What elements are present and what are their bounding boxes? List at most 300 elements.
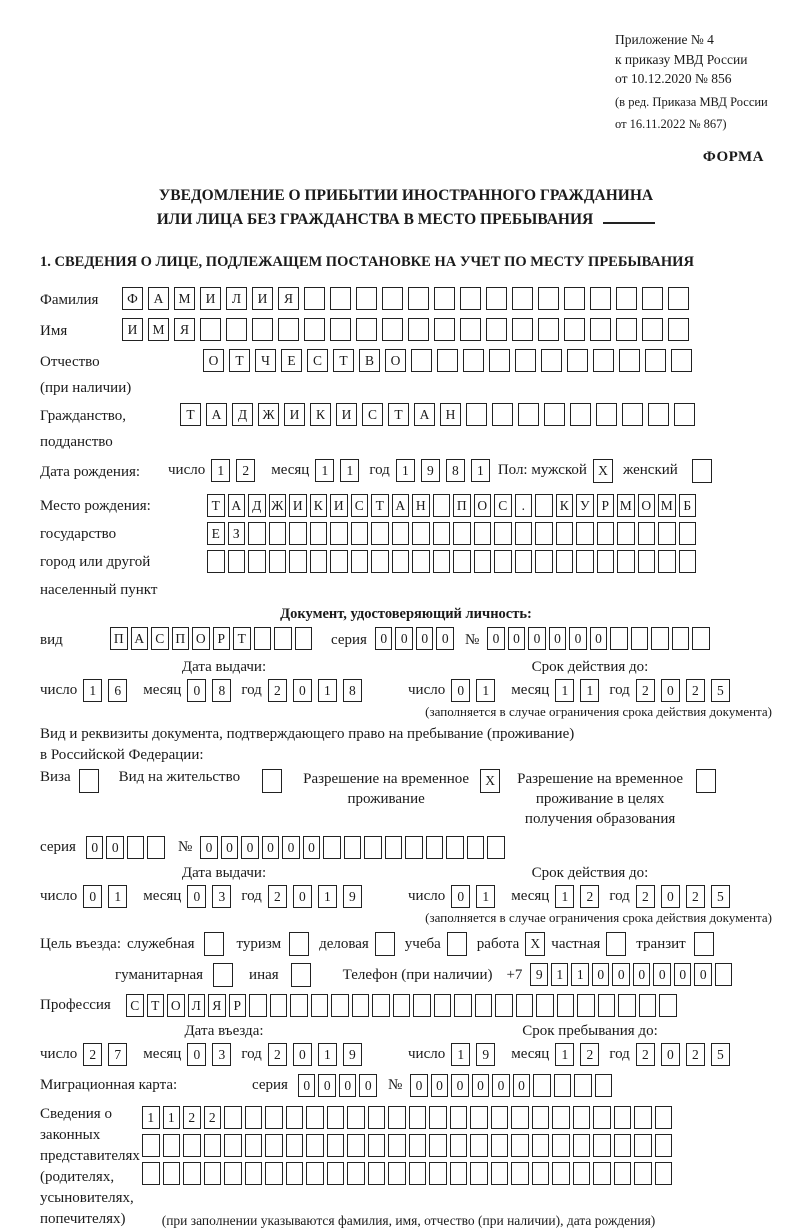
form-cell[interactable]: Е (207, 522, 225, 545)
form-cell[interactable] (532, 1134, 550, 1157)
form-cell[interactable]: 0 (359, 1074, 377, 1097)
form-cell[interactable] (450, 1162, 468, 1185)
form-cell[interactable]: X (525, 932, 545, 956)
form-cell[interactable] (597, 550, 615, 573)
form-cell[interactable]: 0 (612, 963, 630, 986)
form-cell[interactable] (411, 349, 432, 372)
form-cell[interactable] (593, 1106, 611, 1129)
form-cell[interactable] (511, 1162, 529, 1185)
form-cell[interactable]: 0 (410, 1074, 428, 1097)
form-cell[interactable]: 0 (633, 963, 651, 986)
form-cell[interactable] (486, 318, 507, 341)
form-cell[interactable]: Б (679, 494, 697, 517)
form-cell[interactable] (668, 287, 689, 310)
form-cell[interactable] (412, 522, 430, 545)
form-cell[interactable]: 0 (86, 836, 104, 859)
form-cell[interactable]: 8 (212, 679, 231, 702)
form-cell[interactable]: Т (371, 494, 389, 517)
form-cell[interactable] (447, 932, 467, 956)
form-cell[interactable]: С (351, 494, 369, 517)
form-cell[interactable] (598, 994, 616, 1017)
form-cell[interactable] (437, 349, 458, 372)
form-cell[interactable] (694, 932, 714, 956)
form-cell[interactable] (538, 318, 559, 341)
form-cell[interactable]: 2 (236, 459, 255, 482)
form-cell[interactable] (516, 994, 534, 1017)
form-cell[interactable]: К (310, 403, 331, 426)
form-cell[interactable]: 0 (282, 836, 300, 859)
form-cell[interactable]: П (453, 494, 471, 517)
form-cell[interactable]: 5 (711, 885, 730, 908)
form-cell[interactable] (306, 1106, 324, 1129)
form-cell[interactable]: 2 (183, 1106, 201, 1129)
form-cell[interactable] (679, 550, 697, 573)
form-cell[interactable] (248, 522, 266, 545)
form-cell[interactable] (226, 318, 247, 341)
form-cell[interactable] (536, 994, 554, 1017)
form-cell[interactable]: М (658, 494, 676, 517)
form-cell[interactable] (631, 627, 649, 650)
form-cell[interactable] (674, 403, 695, 426)
form-cell[interactable]: К (556, 494, 574, 517)
form-cell[interactable]: 0 (549, 627, 567, 650)
form-cell[interactable]: 0 (221, 836, 239, 859)
form-cell[interactable] (409, 1106, 427, 1129)
form-cell[interactable]: 0 (241, 836, 259, 859)
form-cell[interactable] (327, 1162, 345, 1185)
form-cell[interactable] (453, 522, 471, 545)
form-cell[interactable] (535, 494, 553, 517)
form-cell[interactable]: Ж (258, 403, 279, 426)
form-cell[interactable]: 1 (108, 885, 127, 908)
form-cell[interactable] (295, 627, 313, 650)
form-cell[interactable]: О (192, 627, 210, 650)
form-cell[interactable]: 0 (375, 627, 393, 650)
form-cell[interactable]: В (359, 349, 380, 372)
form-cell[interactable] (671, 349, 692, 372)
form-cell[interactable] (515, 349, 536, 372)
form-cell[interactable] (460, 318, 481, 341)
form-cell[interactable]: 8 (343, 679, 362, 702)
form-cell[interactable]: У (576, 494, 594, 517)
form-cell[interactable] (306, 1134, 324, 1157)
form-cell[interactable]: 1 (318, 1043, 337, 1066)
form-cell[interactable] (434, 287, 455, 310)
form-cell[interactable] (382, 318, 403, 341)
form-cell[interactable] (290, 994, 308, 1017)
form-cell[interactable] (351, 522, 369, 545)
form-cell[interactable] (351, 550, 369, 573)
form-cell[interactable]: И (289, 494, 307, 517)
form-cell[interactable]: 2 (686, 885, 705, 908)
form-cell[interactable]: 0 (187, 1043, 206, 1066)
form-cell[interactable] (433, 550, 451, 573)
form-cell[interactable] (595, 1074, 613, 1097)
form-cell[interactable] (567, 349, 588, 372)
form-cell[interactable]: 0 (528, 627, 546, 650)
form-cell[interactable] (564, 318, 585, 341)
form-cell[interactable]: А (414, 403, 435, 426)
form-cell[interactable] (368, 1106, 386, 1129)
form-cell[interactable]: 1 (315, 459, 334, 482)
form-cell[interactable] (593, 1134, 611, 1157)
form-cell[interactable] (347, 1134, 365, 1157)
form-cell[interactable] (489, 349, 510, 372)
form-cell[interactable] (614, 1162, 632, 1185)
form-cell[interactable]: О (203, 349, 224, 372)
form-cell[interactable] (597, 522, 615, 545)
form-cell[interactable] (672, 627, 690, 650)
form-cell[interactable] (344, 836, 362, 859)
form-cell[interactable] (532, 1106, 550, 1129)
form-cell[interactable]: 0 (653, 963, 671, 986)
form-cell[interactable] (535, 550, 553, 573)
form-cell[interactable] (183, 1134, 201, 1157)
form-cell[interactable]: 1 (555, 1043, 574, 1066)
form-cell[interactable] (323, 836, 341, 859)
form-cell[interactable] (616, 318, 637, 341)
form-cell[interactable]: 8 (446, 459, 465, 482)
form-cell[interactable]: П (110, 627, 128, 650)
form-cell[interactable]: Р (597, 494, 615, 517)
form-cell[interactable] (245, 1162, 263, 1185)
form-cell[interactable] (616, 287, 637, 310)
form-cell[interactable]: 3 (212, 1043, 231, 1066)
form-cell[interactable]: 1 (476, 679, 495, 702)
form-cell[interactable]: 9 (343, 1043, 362, 1066)
form-cell[interactable] (368, 1162, 386, 1185)
form-cell[interactable] (651, 627, 669, 650)
form-cell[interactable]: П (172, 627, 190, 650)
form-cell[interactable] (289, 550, 307, 573)
form-cell[interactable] (668, 318, 689, 341)
form-cell[interactable] (658, 522, 676, 545)
form-cell[interactable] (254, 627, 272, 650)
form-cell[interactable] (696, 769, 716, 793)
form-cell[interactable] (310, 550, 328, 573)
form-cell[interactable] (692, 459, 712, 483)
form-cell[interactable] (532, 1162, 550, 1185)
form-cell[interactable] (617, 522, 635, 545)
form-cell[interactable]: 0 (262, 836, 280, 859)
form-cell[interactable] (642, 318, 663, 341)
form-cell[interactable]: 9 (421, 459, 440, 482)
form-cell[interactable]: А (206, 403, 227, 426)
form-cell[interactable] (475, 994, 493, 1017)
form-cell[interactable] (270, 994, 288, 1017)
form-cell[interactable] (614, 1106, 632, 1129)
form-cell[interactable] (385, 836, 403, 859)
form-cell[interactable] (634, 1162, 652, 1185)
form-cell[interactable]: Д (248, 494, 266, 517)
form-cell[interactable] (648, 403, 669, 426)
form-cell[interactable]: Р (213, 627, 231, 650)
form-cell[interactable] (142, 1162, 160, 1185)
form-cell[interactable]: 0 (590, 627, 608, 650)
form-cell[interactable]: 2 (268, 679, 287, 702)
form-cell[interactable]: 0 (339, 1074, 357, 1097)
form-cell[interactable]: 2 (686, 1043, 705, 1066)
form-cell[interactable] (433, 494, 451, 517)
form-cell[interactable]: 2 (204, 1106, 222, 1129)
form-cell[interactable] (645, 349, 666, 372)
form-cell[interactable] (491, 1162, 509, 1185)
form-cell[interactable]: 6 (108, 679, 127, 702)
form-cell[interactable] (224, 1106, 242, 1129)
form-cell[interactable] (213, 963, 233, 987)
form-cell[interactable]: 1 (555, 679, 574, 702)
form-cell[interactable]: X (593, 459, 613, 483)
form-cell[interactable] (372, 994, 390, 1017)
form-cell[interactable] (204, 1134, 222, 1157)
form-cell[interactable]: М (148, 318, 169, 341)
form-cell[interactable]: И (252, 287, 273, 310)
form-cell[interactable]: Т (207, 494, 225, 517)
form-cell[interactable]: 0 (293, 1043, 312, 1066)
form-cell[interactable]: 9 (343, 885, 362, 908)
form-cell[interactable]: О (385, 349, 406, 372)
form-cell[interactable] (388, 1134, 406, 1157)
form-cell[interactable] (347, 1162, 365, 1185)
form-cell[interactable]: 1 (551, 963, 569, 986)
form-cell[interactable] (556, 550, 574, 573)
form-cell[interactable] (655, 1162, 673, 1185)
form-cell[interactable] (634, 1106, 652, 1129)
form-cell[interactable] (460, 287, 481, 310)
form-cell[interactable]: 1 (571, 963, 589, 986)
form-cell[interactable]: Я (208, 994, 226, 1017)
form-cell[interactable] (512, 318, 533, 341)
form-cell[interactable] (408, 318, 429, 341)
form-cell[interactable] (356, 318, 377, 341)
form-cell[interactable] (224, 1134, 242, 1157)
form-cell[interactable]: Ф (122, 287, 143, 310)
form-cell[interactable] (426, 836, 444, 859)
form-cell[interactable] (450, 1106, 468, 1129)
form-cell[interactable]: 2 (636, 679, 655, 702)
form-cell[interactable]: 9 (476, 1043, 495, 1066)
form-cell[interactable]: А (131, 627, 149, 650)
form-cell[interactable] (494, 550, 512, 573)
form-cell[interactable] (658, 550, 676, 573)
form-cell[interactable] (606, 932, 626, 956)
form-cell[interactable]: Ж (269, 494, 287, 517)
form-cell[interactable] (573, 1162, 591, 1185)
form-cell[interactable] (642, 287, 663, 310)
form-cell[interactable] (617, 550, 635, 573)
form-cell[interactable] (538, 287, 559, 310)
form-cell[interactable] (429, 1134, 447, 1157)
form-cell[interactable] (327, 1106, 345, 1129)
form-cell[interactable] (252, 318, 273, 341)
form-cell[interactable]: 1 (340, 459, 359, 482)
form-cell[interactable]: К (310, 494, 328, 517)
form-cell[interactable] (463, 349, 484, 372)
form-cell[interactable] (590, 287, 611, 310)
form-cell[interactable]: 1 (396, 459, 415, 482)
form-cell[interactable] (311, 994, 329, 1017)
form-cell[interactable] (392, 550, 410, 573)
form-cell[interactable]: 2 (83, 1043, 102, 1066)
form-cell[interactable] (434, 994, 452, 1017)
form-cell[interactable] (289, 932, 309, 956)
form-cell[interactable]: 0 (106, 836, 124, 859)
form-cell[interactable] (593, 1162, 611, 1185)
form-cell[interactable] (265, 1162, 283, 1185)
form-cell[interactable] (511, 1106, 529, 1129)
form-cell[interactable] (245, 1106, 263, 1129)
form-cell[interactable] (515, 522, 533, 545)
form-cell[interactable] (228, 550, 246, 573)
form-cell[interactable] (304, 318, 325, 341)
form-cell[interactable]: 7 (108, 1043, 127, 1066)
form-cell[interactable] (446, 836, 464, 859)
form-cell[interactable]: 0 (187, 885, 206, 908)
form-cell[interactable] (286, 1162, 304, 1185)
form-cell[interactable] (183, 1162, 201, 1185)
form-cell[interactable]: 2 (268, 1043, 287, 1066)
form-cell[interactable] (413, 994, 431, 1017)
form-cell[interactable] (622, 403, 643, 426)
form-cell[interactable]: А (148, 287, 169, 310)
form-cell[interactable] (574, 1074, 592, 1097)
form-cell[interactable]: 1 (83, 679, 102, 702)
form-cell[interactable]: Т (147, 994, 165, 1017)
form-cell[interactable]: И (200, 287, 221, 310)
form-cell[interactable] (494, 522, 512, 545)
form-cell[interactable]: 2 (268, 885, 287, 908)
form-cell[interactable]: 2 (580, 885, 599, 908)
form-cell[interactable] (429, 1162, 447, 1185)
form-cell[interactable] (304, 287, 325, 310)
form-cell[interactable]: 0 (569, 627, 587, 650)
form-cell[interactable]: 0 (492, 1074, 510, 1097)
form-cell[interactable] (467, 836, 485, 859)
form-cell[interactable]: 5 (711, 1043, 730, 1066)
form-cell[interactable] (147, 836, 165, 859)
form-cell[interactable]: 0 (200, 836, 218, 859)
form-cell[interactable] (576, 550, 594, 573)
form-cell[interactable]: 0 (487, 627, 505, 650)
form-cell[interactable]: 0 (187, 679, 206, 702)
form-cell[interactable] (454, 994, 472, 1017)
form-cell[interactable]: 9 (530, 963, 548, 986)
form-cell[interactable] (618, 994, 636, 1017)
form-cell[interactable]: И (330, 494, 348, 517)
form-cell[interactable] (515, 550, 533, 573)
form-cell[interactable] (408, 287, 429, 310)
form-cell[interactable]: Т (180, 403, 201, 426)
form-cell[interactable] (409, 1134, 427, 1157)
form-cell[interactable]: 0 (592, 963, 610, 986)
form-cell[interactable]: 1 (142, 1106, 160, 1129)
form-cell[interactable] (286, 1106, 304, 1129)
form-cell[interactable]: Л (188, 994, 206, 1017)
form-cell[interactable] (368, 1134, 386, 1157)
form-cell[interactable] (470, 1162, 488, 1185)
form-cell[interactable]: 0 (661, 885, 680, 908)
form-cell[interactable] (492, 403, 513, 426)
form-cell[interactable] (412, 550, 430, 573)
form-cell[interactable] (291, 963, 311, 987)
form-cell[interactable]: О (167, 994, 185, 1017)
form-cell[interactable]: О (638, 494, 656, 517)
form-cell[interactable] (429, 1106, 447, 1129)
form-cell[interactable] (518, 403, 539, 426)
form-cell[interactable]: 1 (476, 885, 495, 908)
form-cell[interactable] (659, 994, 677, 1017)
form-cell[interactable]: Н (412, 494, 430, 517)
form-cell[interactable]: Т (229, 349, 250, 372)
form-cell[interactable]: 0 (661, 679, 680, 702)
form-cell[interactable] (269, 522, 287, 545)
form-cell[interactable] (596, 403, 617, 426)
form-cell[interactable] (474, 522, 492, 545)
form-cell[interactable] (265, 1106, 283, 1129)
form-cell[interactable]: С (126, 994, 144, 1017)
form-cell[interactable] (371, 522, 389, 545)
form-cell[interactable] (541, 349, 562, 372)
form-cell[interactable] (331, 994, 349, 1017)
form-cell[interactable]: Ч (255, 349, 276, 372)
form-cell[interactable] (544, 403, 565, 426)
form-cell[interactable] (655, 1106, 673, 1129)
form-cell[interactable] (470, 1106, 488, 1129)
form-cell[interactable]: 0 (298, 1074, 316, 1097)
form-cell[interactable]: С (307, 349, 328, 372)
form-cell[interactable]: 2 (580, 1043, 599, 1066)
form-cell[interactable] (692, 627, 710, 650)
form-cell[interactable] (306, 1162, 324, 1185)
form-cell[interactable] (393, 994, 411, 1017)
form-cell[interactable] (450, 1134, 468, 1157)
form-cell[interactable]: 1 (318, 885, 337, 908)
form-cell[interactable]: 1 (318, 679, 337, 702)
form-cell[interactable] (474, 550, 492, 573)
form-cell[interactable] (434, 318, 455, 341)
form-cell[interactable]: 0 (395, 627, 413, 650)
form-cell[interactable]: И (336, 403, 357, 426)
form-cell[interactable]: 0 (451, 1074, 469, 1097)
form-cell[interactable] (224, 1162, 242, 1185)
form-cell[interactable] (533, 1074, 551, 1097)
form-cell[interactable]: 0 (83, 885, 102, 908)
form-cell[interactable] (554, 1074, 572, 1097)
form-cell[interactable] (638, 522, 656, 545)
form-cell[interactable] (286, 1134, 304, 1157)
form-cell[interactable]: X (480, 769, 500, 793)
form-cell[interactable] (638, 550, 656, 573)
form-cell[interactable] (470, 1134, 488, 1157)
form-cell[interactable] (269, 550, 287, 573)
form-cell[interactable] (278, 318, 299, 341)
form-cell[interactable]: 0 (303, 836, 321, 859)
form-cell[interactable] (289, 522, 307, 545)
form-cell[interactable] (388, 1106, 406, 1129)
form-cell[interactable]: 1 (471, 459, 490, 482)
form-cell[interactable] (466, 403, 487, 426)
title-blank-line[interactable] (603, 210, 655, 224)
form-cell[interactable] (576, 522, 594, 545)
form-cell[interactable] (142, 1134, 160, 1157)
form-cell[interactable]: М (617, 494, 635, 517)
form-cell[interactable] (204, 932, 224, 956)
form-cell[interactable] (274, 627, 292, 650)
form-cell[interactable] (392, 522, 410, 545)
form-cell[interactable] (679, 522, 697, 545)
form-cell[interactable] (552, 1106, 570, 1129)
form-cell[interactable] (486, 287, 507, 310)
